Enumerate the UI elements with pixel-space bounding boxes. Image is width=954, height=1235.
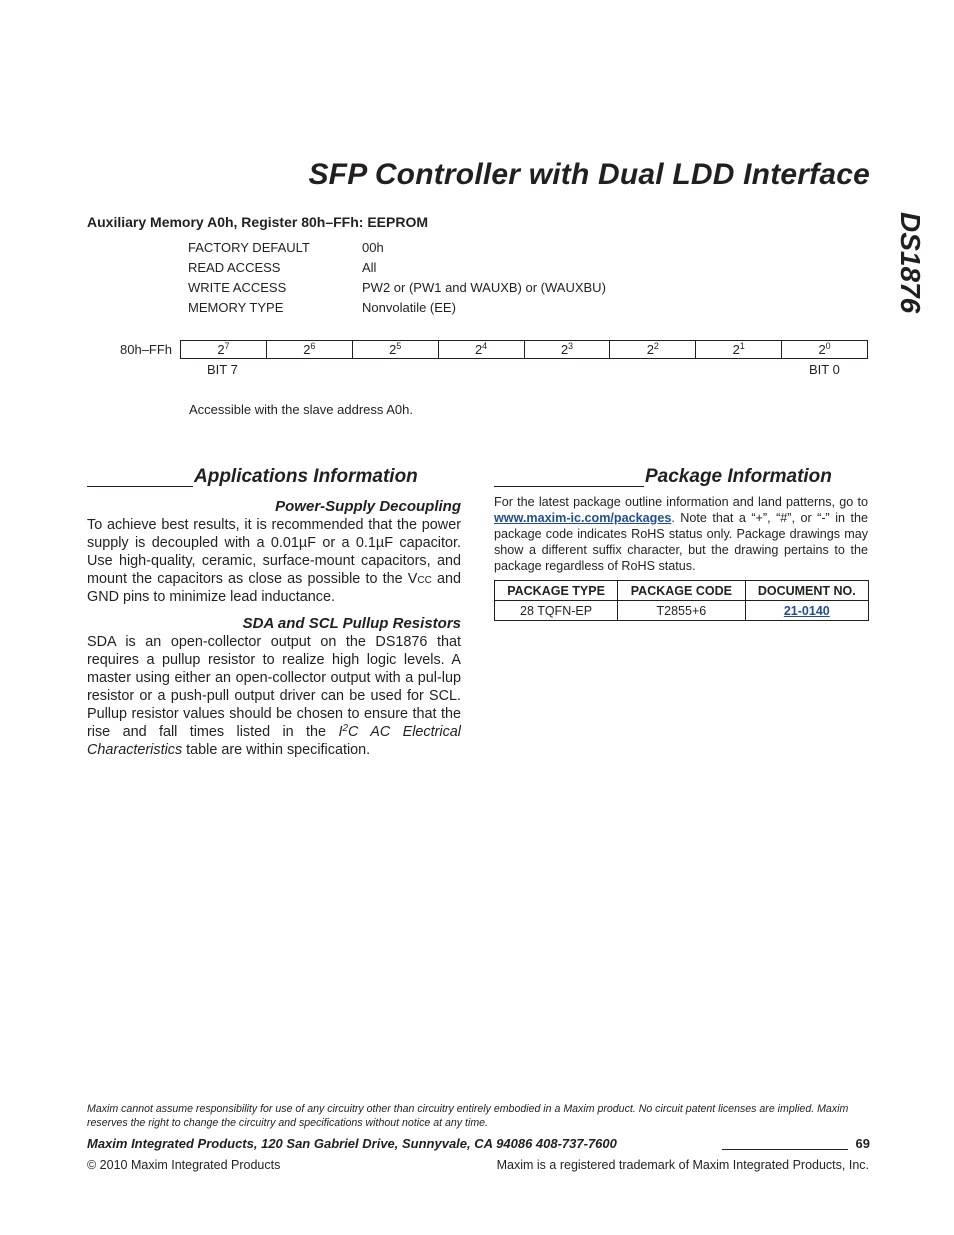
section-rule <box>494 486 644 487</box>
bit-table <box>180 340 868 359</box>
col-header-package-type: PACKAGE TYPE <box>495 581 618 601</box>
bit-cell: $2^6$ <box>267 341 353 358</box>
cell-document-no <box>745 601 868 621</box>
package-table <box>494 580 869 621</box>
footer-disclaimer: Maxim cannot assume responsibility for use of any circuitry other than circuitry entirely embodied in a Maxim product. No circuit patent licenses are implied. Maxim reserves the right to change the circuitry and specifications without notice at any time. <box>87 1103 849 1129</box>
bit-cell: $2^5$ <box>353 341 439 358</box>
bit-cell: $2^1$ <box>696 341 782 358</box>
col-header-document-no: DOCUMENT NO. <box>745 581 868 601</box>
prop-value-memory-type: Nonvolatile (EE) <box>362 300 456 315</box>
bit-cell: $2^4$ <box>439 341 525 358</box>
table-row <box>495 601 869 621</box>
footer-address: Maxim Integrated Products, 120 San Gabriel Drive, Sunnyvale, CA 94086 408-737-7600 <box>87 1136 617 1151</box>
packages-link[interactable]: www.maxim-ic.com/packages <box>494 511 672 525</box>
document-link[interactable]: 21-0140 <box>783 603 830 618</box>
part-number-text: DS1876 <box>895 212 926 314</box>
bit-cell: $2^0$ <box>818 341 831 357</box>
footer-copyright: © 2010 Maxim Integrated Products <box>87 1158 281 1172</box>
prop-value-write-access: PW2 or (PW1 and WAUXB) or (WAUXBU) <box>362 280 606 295</box>
decoupling-paragraph: To achieve best results, it is recommended that the power supply is decoupled with a 0.01µF or a 0.1µF capacitor. Use high-quality, ceramic, surface-mount capacitors, and mount the capacitors as close as possible to the VCC and GND pins to minimize lead inductance. <box>87 517 461 605</box>
section-rule <box>87 486 193 487</box>
package-paragraph: For the latest package outline information and land patterns, go to www.maxim-ic.com/packages. Note that a “+”, “#”, or “-” in the package code indicates RoHS status only. Package drawings may show a different suffix character, but the drawing pertains to the package regardless of RoHS status. <box>494 495 868 573</box>
prop-label-read-access: READ ACCESS <box>188 260 281 275</box>
bit-lsb-label: BIT 0 <box>809 362 840 377</box>
prop-value-factory-default: 00h <box>362 240 384 255</box>
prop-label-memory-type: MEMORY TYPE <box>188 300 284 315</box>
bit-cell: $2^3$ <box>525 341 611 358</box>
bit-cell: $2^2$ <box>610 341 696 358</box>
prop-value-read-access: All <box>362 260 377 275</box>
footer-trademark: Maxim is a registered trademark of Maxim Integrated Products, Inc. <box>496 1158 869 1172</box>
pullup-paragraph: SDA is an open-collector output on the DS1876 that requires a pullup resistor to realize high logic levels. A master using either an open-collector output with a pul-lup resistor or a push-pull output driver can be used for SCL. Pullup resistor values should be chosen to ensure that the rise and fall times listed in the $I^2C$ AC Electrical Characteristics table are within specification. <box>87 634 461 758</box>
prop-label-write-access: WRITE ACCESS <box>188 280 287 295</box>
part-number-side-label <box>868 212 928 352</box>
cell-package-code: T2855+6 <box>618 601 745 621</box>
page-number: 69 <box>855 1136 870 1151</box>
register-heading: Auxiliary Memory A0h, Register 80h–FFh: EEPROM <box>87 214 429 230</box>
prop-label-factory-default: FACTORY DEFAULT <box>188 240 310 255</box>
decoupling-heading: Power-Supply Decoupling <box>275 498 461 515</box>
page-title: SFP Controller with Dual LDD Interface <box>308 158 870 191</box>
cell-package-type: 28 TQFN-EP <box>495 601 618 621</box>
bit-cell: $2^7$ <box>181 341 267 358</box>
footer-rule <box>722 1149 848 1150</box>
pullup-heading: SDA and SCL Pullup Resistors <box>242 615 461 632</box>
register-note: Accessible with the slave address A0h. <box>189 402 414 417</box>
register-address-label: 80h–FFh <box>120 342 173 357</box>
applications-heading: Applications Information <box>194 466 418 487</box>
package-heading: Package Information <box>645 466 832 487</box>
bit-msb-label: BIT 7 <box>207 362 238 377</box>
table-header-row <box>495 581 869 601</box>
col-header-package-code: PACKAGE CODE <box>618 581 745 601</box>
